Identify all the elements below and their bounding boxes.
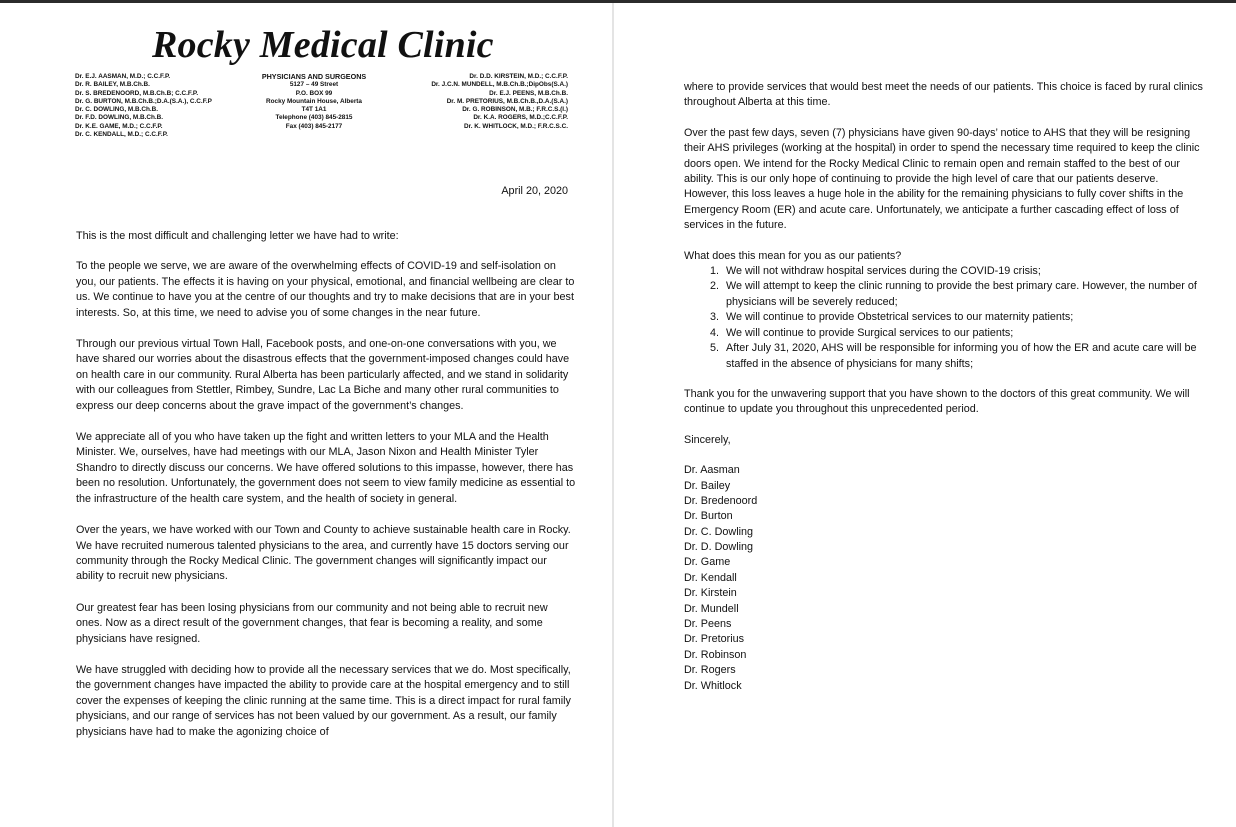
letter-page-1 <box>0 3 612 827</box>
letter-date: April 20, 2020 <box>501 185 568 197</box>
signer-name: Dr. C. Dowling <box>684 525 753 538</box>
body-paragraph: We appreciate all of you who have taken up the fight and written letters to your MLA and the Health Minister. We, ourselves, have had meetings with our MLA, Jason Nixon and Health Minister Tyler Shandro to directly discuss our concerns. We have offered solutions to this impasse, however, there has been no resolution. Unfortunately, the government does not seem to view family medicine as essential to the infrastructure of the health care system, and the health of society in general. <box>76 431 576 505</box>
list-item: 5. After July 31, 2020, AHS will be responsible for informing you of how the ER and acute care will be staffed in the absence of physicians for many shifts; <box>722 341 1204 372</box>
signer-name: Dr. Rogers <box>684 664 736 677</box>
doctor-credential: Dr. C. DOWLING, M.B.Ch.B. <box>75 106 159 114</box>
letter-page-2 <box>614 3 1236 827</box>
body-paragraph: where to provide services that would best meet the needs of our patients. This choice is faced by rural clinics throughout Alberta at this time. <box>684 81 1203 109</box>
list-item: 1. We will not withdraw hospital services during the COVID-19 crisis; <box>722 264 1204 279</box>
signer-name: Dr. Game <box>684 556 731 569</box>
address-line: 5127 – 49 Street <box>289 81 339 89</box>
signer-name: Dr. Peens <box>684 618 732 631</box>
address-fax: Fax (403) 845-2177 <box>285 122 343 130</box>
address-line: P.O. BOX 99 <box>295 89 333 97</box>
signer-name: Dr. Robinson <box>684 648 747 661</box>
doctor-credential: Dr. E.J. AASMAN, M.D.; C.C.F.P. <box>75 73 171 80</box>
body-paragraph: Over the past few days, seven (7) physicians have given 90-days’ notice to AHS that they will be resigning their AHS privileges (working at the hospital) in order to spend the necessary time required to keep the clinic doors open. We intend for the Rocky Medical Clinic to remain open and remain staffed to the best of our ability. This is our only hope of continuing to provide the high level of care that our patients deserve. However, this loss leaves a huge hole in the ability for the remaining physicians to fully cover shifts in the Emergency Room (ER) and acute care. Unfortunately, we anticipate a further cascading effect of loss of services in the future. <box>684 126 1200 232</box>
signer-name: Dr. Burton <box>684 510 733 523</box>
list-item: 4. We will continue to provide Surgical services to our patients; <box>722 326 1204 341</box>
impact-list <box>684 264 1204 372</box>
body-paragraph: We have struggled with deciding how to provide all the necessary services that we do. Most specifically, the government changes have impacted the ability to provide care at the hospital emergency and to still cover the expenses of keeping the clinic running at the same time. This is a direct impact for rural family physicians, and our range of services has not been valued by our government. As a result, our family physicians have had to make the agonizing choice of <box>76 663 571 738</box>
letter-body-page-2 <box>684 80 1204 694</box>
doctor-credential: Dr. D.D. KIRSTEIN, M.D.; C.C.F.P. <box>469 73 568 80</box>
signer-name: Dr. D. Dowling <box>684 541 753 554</box>
address-heading: PHYSICIANS AND SURGEONS <box>261 72 367 81</box>
signer-name: Dr. Mundell <box>684 602 739 615</box>
doctor-credential: Dr. F.D. DOWLING, M.B.Ch.B. <box>75 114 164 122</box>
doctor-credential: Dr. G. ROBINSON, M.B.; F.R.C.S.(I.) <box>462 106 568 114</box>
address-phone: Telephone (403) 845-2815 <box>275 114 353 122</box>
doctor-credential: Dr. K.E. GAME, M.D.; C.C.F.P. <box>75 122 163 130</box>
letterhead-doctors-right <box>390 73 568 131</box>
body-paragraph: Our greatest fear has been losing physicians from our community and not being able to recruit new ones. Now as a direct result of the government changes, that fear is becoming a reality, and some physicians have resigned. <box>76 601 548 645</box>
address-line: Rocky Mountain House, Alberta <box>266 97 362 105</box>
question-line: What does this mean for you as our patients? <box>684 249 902 262</box>
doctor-credential: Dr. K. WHITLOCK, M.D.; F.R.C.S.C. <box>463 122 568 130</box>
doctor-credential: Dr. C. KENDALL, M.D.; C.C.F.P. <box>75 131 168 139</box>
signer-name: Dr. Kirstein <box>684 587 737 600</box>
closing-salutation: Sincerely, <box>684 433 731 446</box>
address-line: T4T 1A1 <box>301 106 327 114</box>
letter-body-page-1 <box>76 229 576 756</box>
opening-line: This is the most difficult and challenging letter we have had to write: <box>76 230 399 242</box>
letterhead-address <box>246 73 382 131</box>
signer-name: Dr. Kendall <box>684 571 737 584</box>
doctor-credential: Dr. G. BURTON, M.B.Ch.B.;D.A.(S.A.), C.C.F.P <box>75 97 212 105</box>
body-paragraph: Through our previous virtual Town Hall, Facebook posts, and one-on-one conversations with you, we have shared our worries about the disastrous effects that the government-imposed changes could have on health care in our community. Rural Alberta has been particularly affected, and we stand in solidarity with our colleagues from Stettler, Rimbey, Sundre, Lac La Biche and many other rural communities to express our deep concerns about the grave impact of the government’s changes. <box>76 338 570 412</box>
signer-name: Dr. Bailey <box>684 479 731 492</box>
signer-name: Dr. Aasman <box>684 464 740 477</box>
signer-name: Dr. Pretorius <box>684 633 744 646</box>
doctor-credential: Dr. K.A. ROGERS, M.D.;C.C.F.P. <box>473 114 568 122</box>
doctor-credential: Dr. J.C.N. MUNDELL, M.B.Ch.B.;DipObs(S.A.) <box>431 81 568 89</box>
doctor-credential: Dr. M. PRETORIUS, M.B.Ch.B.,D.A.(S.A.) <box>446 97 568 105</box>
body-paragraph: To the people we serve, we are aware of the overwhelming effects of COVID-19 and self-isolation on you, our patients. The effects it is having on your physical, emotional, and financial wellbeing are clear to us. We continue to have you at the centre of our thoughts and try to make decisions that are in your best interests. So, at this time, we need to advise you of some changes in the near future. <box>76 260 575 319</box>
signer-name: Dr. Whitlock <box>684 679 742 692</box>
body-paragraph: Over the years, we have worked with our Town and County to achieve sustainable health care in Rocky. We have recruited numerous talented physicians to the area, and currently have 15 doctors serving our community through the Rocky Medical Clinic. The government changes will significantly impact our ability to recruit new physicians. <box>76 524 571 583</box>
letterhead-doctors-left <box>75 73 212 139</box>
signer-name: Dr. Bredenoord <box>684 494 758 507</box>
list-item: 2. We will attempt to keep the clinic running to provide the best primary care. However, the number of physicians will be severely reduced; <box>722 279 1204 310</box>
clinic-title: Rocky Medical Clinic <box>152 24 494 66</box>
doctor-credential: Dr. R. BAILEY, M.B.Ch.B. <box>75 81 150 89</box>
thank-you-paragraph: Thank you for the unwavering support that you have shown to the doctors of this great community. We will continue to update you throughout this unprecedented period. <box>684 387 1190 416</box>
doctor-credential: Dr. E.J. PEENS, M.B.Ch.B. <box>489 89 568 97</box>
signature-list <box>684 463 1204 694</box>
doctor-credential: Dr. S. BREDENOORD, M.B.Ch.B; C.C.F.P. <box>75 89 199 97</box>
list-item: 3. We will continue to provide Obstetrical services to our maternity patients; <box>722 310 1204 325</box>
